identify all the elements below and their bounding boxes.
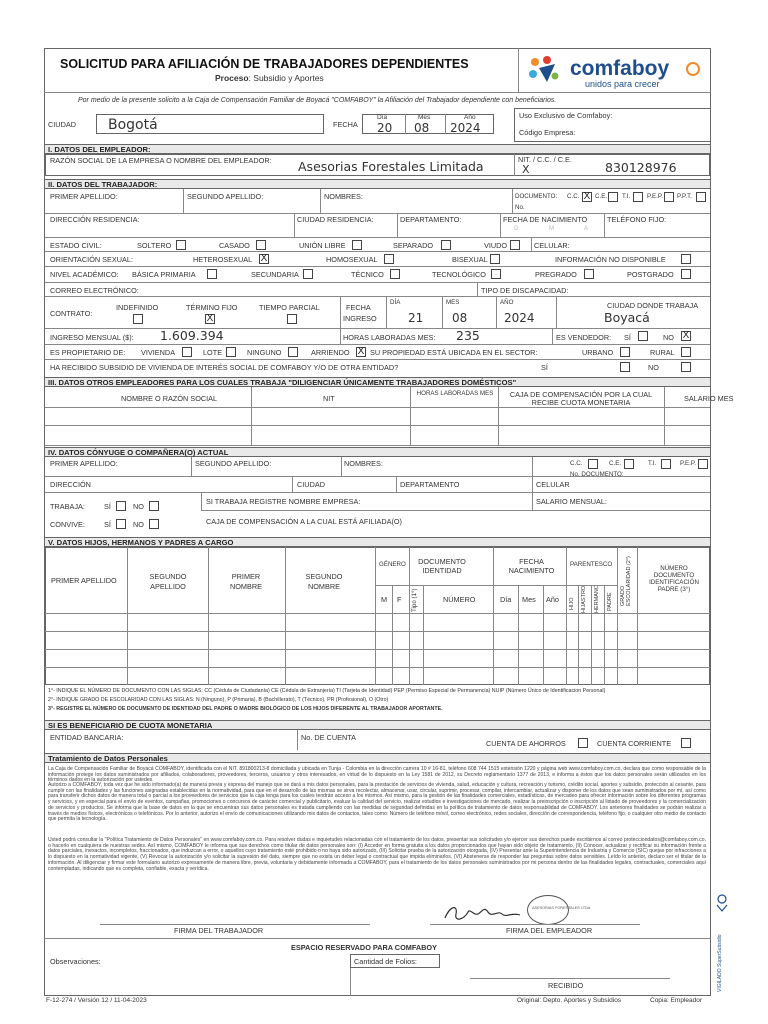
c-departamento-label: DEPARTAMENTO [400,480,460,489]
ciudad-trabaja-label: CIUDAD DONDE TRABAJA [607,301,699,310]
c-nombres-label: NOMBRES: [344,459,383,468]
col-caja: CAJA DE COMPENSACIÓN POR LA CUAL RECIBE CUOTA MONETARIA [509,390,653,407]
pep-checkbox[interactable] [664,192,674,202]
sep [512,189,513,213]
fecha-nacimiento-label: FECHA DE NACIMIENTO [503,215,588,224]
ppt-checkbox[interactable] [696,192,706,202]
nit-divider [514,154,515,176]
sep [477,282,478,296]
bisexual-checkbox[interactable] [490,254,500,264]
h-documento: DOCUMENTO IDENTIDAD [418,557,466,575]
recibido-line [470,978,670,979]
note-3-text: 3°- REGISTRE EL NÚMERO DE DOCUMENTO DE IDENTIDAD DEL PADRE O MADRE BIOLÓGICO DE LOS HIJOS DIFERENTE AL TRABAJADOR APORTANTE. [48,706,443,712]
legal-paragraph-2: Autorizo a COMFABOY, toda vez que he sido informado(a) de manera previa y expresa del manejo que se dará a mis datos personales, para la prestación de servicios de vivienda, salud, educación y cultura, recreación y turismo, crédito social, aportes y subsidio, protección al cesante, para cumplir con las finalidades y las funciones asignadas establecidas en la normatividad, para que en el desarrollo de las mismas se sirva recolectar, almacenar, usar, circular, suprimir, procesar, compilar, intercambiar, actualizar y disponer de los datos que sean suministrados por mí, así como para transferir dichos datos de manera total o parcial a los proveedores de servicios que la caja tenga para los cuales tendrán acceso a los mismos. Así mismo, para la gestión de las finalidades comerciales, estadísticas, de mercadeo para ofrecer información sobre los diferentes programas y servicios, y en especial para el envío de eventos, campañas, promociones o concursos de carácter comercial y publicitario, evaluar la calidad del servicio, realizar estudios e investigaciones de mercado, realizar la preinscripción o inscripción al listado de proveedores y la comercialización de servicios y productos. Se informa que la base de datos en la que se encuentran sus datos personales es tratada cumpliendo con las medidas de seguridad definidas en la política de tratamiento de datos responsabilidad de COMFABOY. Los anteriores finalidades se podrán realizar a través de medios físicos, electrónicos o telefónicos. Por lo anterior, autorizo el envío de comunicaciones utilizando mis datos de contactos, tales como: Número de teléfono móvil, correo electrónico, redes sociales, dirección de correspondencia, teléfono fijo, o cualquier otro medio de contacto que permita la tecnología. [48,782,706,823]
separado-checkbox[interactable] [441,240,451,250]
col-salario: SALARIO MES [684,394,734,403]
ciudad-value: Bogotá [108,117,158,133]
logo-badge-icon [686,62,700,76]
ti-label: T.I. [622,193,631,200]
sep [191,457,192,476]
section-conyuge-title: IV. DATOS CÓNYUGE O COMPAÑERA(O) ACTUAL [45,447,710,457]
h-primer-nombre: PRIMER NOMBRE [229,572,263,591]
c-convive-no-label: NO [133,520,144,529]
h-hijo: HIJO [569,597,575,610]
h-numero-padre: NÚMERO DOCUMENTO IDENTIFICACIÓN PADRE (3°) [649,565,699,593]
sep [292,476,293,492]
ano-value: 2024 [450,121,481,135]
subsidio-no-checkbox[interactable] [681,362,691,372]
c-convive-no-checkbox[interactable] [149,519,159,529]
h-hijastro: HIJASTRO [581,585,587,613]
c-celular-label: CELULAR [536,480,570,489]
basica-label: BÁSICA PRIMARIA [132,270,196,279]
sep [556,296,557,328]
sep [518,585,519,685]
note-1 [48,689,605,694]
horas-value: 235 [456,328,480,343]
row-line [45,445,710,446]
sep [127,547,128,685]
indefinido-checkbox[interactable] [133,314,143,324]
ano-label: Año [464,114,476,121]
c-trabaja-si-label: SÍ [104,502,111,511]
firma-empleador-label: FIRMA DEL EMPLEADOR [506,926,593,935]
ingreso-label: INGRESO [343,314,377,323]
sep [201,492,202,510]
sep [320,189,321,213]
sep [531,237,532,251]
proceso-value: : Subsidio y Aportes [248,73,324,83]
firma-empleador-line [430,924,640,925]
sep [251,387,252,445]
fecha-sep-1 [405,114,406,134]
reservado-title: ESPACIO RESERVADO PARA COMFABOY [291,943,437,952]
row-line [201,510,710,511]
arriendo-checkbox[interactable]: X [357,346,365,357]
lote-label: LOTE [203,348,223,357]
proceso-label: Proceso [215,73,249,83]
sep [396,476,397,492]
casado-checkbox[interactable] [256,240,266,250]
row-line [45,237,710,238]
vendedor-no-label: NO [663,333,674,342]
ce-label: C.E. [595,193,608,200]
c-trabaja-no-label: NO [133,502,144,511]
sep [664,387,665,445]
note-3 [48,707,443,712]
sep [566,547,567,685]
vigilado-text: VIGILADO SuperSubsidio [717,934,723,992]
sep [498,387,499,445]
basica-checkbox[interactable] [207,269,217,279]
h-primer-apellido: PRIMER APELLIDO [51,576,117,585]
secundaria-label: SECUNDARIA [251,270,299,279]
ciudad-residencia-label: CIUDAD RESIDENCIA: [297,215,374,224]
observaciones-label: Observaciones: [50,957,101,966]
postgrado-label: POSTGRADO [627,270,674,279]
subsidio-si-checkbox[interactable] [620,362,630,372]
row-line [45,667,710,668]
sep [532,457,533,476]
logo-tagline: unidos para crecer [585,79,660,89]
row-line [45,492,710,493]
uso-exclusivo-label: Uso Exclusivo de Comfaboy: [519,111,613,120]
row-line [45,613,710,614]
pregrado-label: PREGRADO [535,270,577,279]
tecnologico-label: TECNOLÓGICO [432,270,486,279]
entidad-bancaria-label: ENTIDAD BANCARIA: [50,733,124,742]
reservado-top-line [44,938,711,939]
comfaboy-logo-icon [525,54,569,86]
fn-a: A [584,225,589,232]
ppt-label: P.P.T. [677,193,692,200]
nit-value: 830128976 [605,160,677,175]
h-ano: Año [546,595,559,604]
sep [409,547,410,685]
dia-value: 20 [377,121,393,135]
termino-fijo-checkbox[interactable]: X [206,313,214,324]
note-2 [48,698,388,703]
col-horas: HORAS LABORADAS MES [416,390,494,397]
arriendo-label: ARRIENDO [311,348,350,357]
orientacion-label: ORIENTACIÓN SEXUAL: [50,255,133,264]
sep [500,213,501,237]
logo-name: comfaboy [570,57,670,80]
h-tipo: Tipo (1°) [411,588,418,612]
employer-signature-icon [440,900,530,926]
row-line [45,425,710,426]
tipo-discapacidad-label: TIPO DE DISCAPACIDAD: [481,286,569,295]
section-hijos-title: V. DATOS HIJOS, HERMANOS Y PADRES A CARGO [45,537,710,547]
cuenta-corriente-label: CUENTA CORRIENTE [597,739,672,748]
nit-type-mark: X [522,163,530,176]
form-code: F-12-274 / Versión 12 / 11-04-2023 [46,997,147,1004]
row-line [45,251,710,252]
ninguno-label: NINGUNO [247,348,282,357]
sep [442,296,443,328]
firma-trabajador-line [100,924,370,925]
dia-label: Día [377,114,388,121]
celular-label: CELULAR: [534,241,570,250]
header-bottom-line [44,92,711,93]
vendedor-si-checkbox[interactable] [638,331,648,341]
homosexual-label: HOMOSEXUAL [326,255,378,264]
info-no-disponible-checkbox[interactable] [681,254,691,264]
sep [375,547,376,685]
tecnico-checkbox[interactable] [390,269,400,279]
cc-checkbox[interactable]: X [583,191,591,202]
indefinido-label: INDEFINIDO [116,303,159,312]
bisexual-label: BISEXUAL [452,255,488,264]
copia-label: Copia: Empleador [650,997,703,1004]
supersubsidio-logo-icon [714,893,730,913]
sep [493,547,494,685]
row-line [45,344,710,345]
sep [392,585,393,685]
fn-m: M [549,225,555,232]
legal-paragraph-3: Usted podrá consultar la "Política Tratamiento de Datos Personales" en www.comfaboy.com.co. Para resolver dudas e inquietudes relacionadas con el tratamiento de los datos, presentar sus solicitudes y/o ejercer sus derechos puede escribirnos al correo protecciondatos@comfaboy.com.co, o hacerlo en cualquiera de nuestras sedes. Así mismo, COMFABOY le informa que sus derechos como titular de datos personales son: (I) Acceder en forma gratuita a los datos proporcionados que hayan sido objeto de tratamiento, (II) Conocer, actualizar y rectificar su información frente a datos parciales, inexactos, incompletos, fraccionados, que induzcan a error, o aquellos cuyo tratamiento esté prohibido o no haya sido autorizado, (III) Solicitar prueba de la autorización otorgada, (IV) Presentar ante la Superintendencia de Industria y Comercio (SIC) quejas por infracciones a lo dispuesto en la normatividad vigente, (V) Revocar la autorización y/o solicitar la supresión del dato, siempre que no exista un deber legal o contractual que impida eliminarlos, (VI) Abstenerse de responder las preguntas sobre datos sensibles. Leído lo anterior, declaro ser el titular de la información. Al diligenciar y firmar este formulario autorizo expresamente de manera libre, previa, voluntaria y debidamente informada a COMFABOY, para el tratamiento de los datos personales suministrados por mi persona dentro de las finalidades legales, contractuales, comerciales aquí contempladas, indicando que es completa, confiable, exacta y verídica. [48,837,706,872]
vendedor-si-label: SÍ [624,333,631,342]
segundo-apellido-label: SEGUNDO APELLIDO: [187,192,264,201]
viudo-label: VIUDO [484,241,508,250]
sep [552,328,553,344]
rural-checkbox[interactable] [681,347,691,357]
rural-label: RURAL [650,348,675,357]
mes-label: Mes [418,114,431,121]
section-otros-empleadores-title: III. DATOS OTROS EMPLEADORES PARA LOS CUALES TRABAJA "DILIGENCIAR ÚNICAMENTE TRABAJADORES DOMÉSTICOS" [45,377,710,387]
note-2-text: 2°- INDIQUE GRADO DE ESCOLARIDAD CON LAS SIGLAS: N (Ninguno), P (Primaria), B (Bachillerato), T (Técnico), PR (Profesional), O (Otro) [48,697,389,703]
viudo-checkbox[interactable] [510,240,520,250]
urbano-checkbox[interactable] [620,347,630,357]
separado-label: SEPARADO [393,241,434,250]
fi-dia-value: 21 [408,311,424,325]
fi-ano-value: 2024 [504,311,535,325]
sep [294,213,295,237]
sep [340,296,341,328]
union-libre-checkbox[interactable] [352,240,362,250]
primer-apellido-label: PRIMER APELLIDO: [50,192,118,201]
cuenta-ahorros-label: CUENTA DE AHORROS [486,739,566,748]
row-line [45,213,710,214]
razon-social-label: RAZÓN SOCIAL DE LA EMPRESA O NOMBRE DEL EMPLEADOR: [50,156,272,165]
h-fecha-nac: FECHA NACIMIENTO [508,557,555,575]
h-segundo-apellido: SEGUNDO APELLIDO [149,572,187,591]
h-parentesco: PARENTESCO [570,561,613,568]
telefono-fijo-label: TELÉFONO FIJO: [607,215,667,224]
homosexual-checkbox[interactable] [384,254,394,264]
correo-label: CORREO ELECTRÓNICO: [50,286,139,295]
ce-checkbox[interactable] [608,192,618,202]
recibido-label: RECIBIDO [548,981,584,990]
mes-value: 08 [414,121,430,135]
col-nit: NIT [323,394,335,403]
sep [543,585,544,685]
no-cuenta-label: No. DE CUENTA [301,733,357,742]
termino-fijo-label: TÉRMINO FIJO [186,303,238,312]
c-direccion-label: DIRECCIÓN [50,480,91,489]
c-convive-si-checkbox[interactable] [116,519,126,529]
secundaria-checkbox[interactable] [303,269,313,279]
legal-paragraph-1: La Caja de Compensación Familiar de Boyacá COMFABOY, identificada con el NIT. 891800213-8 domiciliada y ubicada en Tunja - Colombia en la dirección carrera 10 # 16-81, teléfono 608 744 1515 extensión 1220 y página web www.comfaboy.com.co, declara que como responsable de la información protege los datos suministrados por afiliados, colaboradores, proveedores, terceros, usuarios y otros interesados, en virtud de lo dispuesto en la Ley 1581 de 2012, su Decreto reglamentario 1377 de 2013, e informa a éstos que los datos personales serán utilizados en los términos dados en la autorización por ustedes. [48,766,706,784]
row-line [45,282,710,283]
ninguno-checkbox[interactable] [288,347,298,357]
urbano-label: URBANO [582,348,614,357]
firma-trabajador-label: FIRMA DEL TRABAJADOR [174,926,264,935]
stamp-text: ASESORIAS FORESTALES LTDA [532,906,591,910]
sep [578,585,579,685]
h-padre: PADRE [607,592,613,611]
sep [591,585,592,685]
row-line [45,407,710,408]
original-label: Original: Depto. Aportes y Subsidios [517,997,622,1004]
nit-label: NIT. / C.C. / C.E. [518,155,572,164]
c-no-documento-label: No. DOCUMENTO: [570,471,624,478]
cc-label: C.C. [567,193,580,200]
row-line [45,266,710,267]
sep [386,296,387,328]
fn-d: D [514,225,519,232]
c-salario-label: SALARIO MENSUAL: [536,497,607,506]
subsidio-vivienda-label: HA RECIBIDO SUBSIDIO DE VIVIENDA DE INTERÉS SOCIAL DE COMFABOY Y/O DE OTRA ENTIDAD? [50,363,399,372]
c-cc-checkbox[interactable] [588,459,598,469]
section-tratamiento-title: Tratamiento de Datos Personales [45,753,710,763]
h-dia: Día [500,595,512,604]
ciudad-label: CIUDAD [48,120,76,129]
tecnico-label: TÉCNICO [351,270,384,279]
c-ce-checkbox[interactable] [624,459,634,469]
postgrado-checkbox[interactable] [681,269,691,279]
c-cc-label: C.C. [570,460,583,467]
tecnologico-checkbox[interactable] [491,269,501,279]
heterosexual-label: HETEROSEXUAL [193,255,253,264]
fi-ano-label: AÑO [500,299,514,306]
lote-checkbox[interactable] [226,347,236,357]
row-line [45,649,710,650]
contrato-label: CONTRATO: [50,309,93,318]
sep [297,730,298,750]
row-line [45,296,710,297]
info-no-disponible-label: INFORMACIÓN NO DISPONIBLE [555,255,666,264]
sep [496,296,497,328]
c-ti-label: T.I. [648,460,657,467]
row-line [375,585,617,586]
casado-label: CASADO [219,241,250,250]
departamento-label: DEPARTAMENTO: [400,215,462,224]
nombres-label: NOMBRES: [324,192,363,201]
row-line [45,476,710,477]
section-empleador-title: I. DATOS DEL EMPLEADOR: [45,144,710,154]
fecha-sep-2 [445,114,446,134]
h-genero: GÉNERO [379,561,406,568]
sep [617,547,618,685]
row-line [45,631,710,632]
fi-mes-value: 08 [452,311,468,325]
sep [423,585,424,685]
section-cuota-monetaria-title: SI ES BENEFICIARIO DE CUOTA MONETARIA [45,720,710,730]
header-divider [518,48,519,92]
c-primer-apellido-label: PRIMER APELLIDO: [50,459,118,468]
sep [341,457,342,476]
vendedor-no-checkbox[interactable]: X [682,330,690,341]
section-trabajador-title: II. DATOS DEL TRABAJADOR: [45,179,710,189]
estado-civil-label: ESTADO CIVIL: [50,241,102,250]
sep [637,547,638,685]
h-mes: Mes [522,595,536,604]
subsidio-si-label: SÍ [541,363,548,372]
sep [285,547,286,685]
col-nombre-razon: NOMBRE O RAZÓN SOCIAL [121,394,218,403]
ingreso-mensual-value: 1.609.394 [160,328,224,343]
sep [532,492,533,510]
horas-label: HORAS LABORADAS MES: [343,333,436,342]
doc-no-label: No. [515,204,525,211]
note-1-text: 1°- INDIQUE EL NÚMERO DE DOCUMENTO CON LAS SIGLAS: CC (Cédula de Ciudadanía) CE (Cédula de Extranjería) TI (Tarjeta de Identidad) PEP (Permiso Especial de Permanencia) NUIP (Número Único de Identificacion Personal) [48,688,606,694]
c-ciudad-label: CIUDAD [297,480,325,489]
nivel-label: NIVEL ACADÉMICO: [50,270,119,279]
pep-label: P.E.P. [647,193,663,200]
union-libre-label: UNIÓN LIBRE [299,241,346,250]
fi-mes-label: MES [446,299,460,306]
c-registre-label: SI TRABAJA REGISTRE NOMBRE EMPRESA: [206,497,361,506]
cuenta-ahorros-checkbox[interactable] [578,738,588,748]
ciudad-trabaja-value: Boyacá [604,310,650,325]
fecha-ingreso-label: FECHA [346,303,371,312]
sep [604,213,605,237]
soltero-checkbox[interactable] [176,240,186,250]
sep [208,547,209,685]
row-line [45,359,710,360]
ingreso-mensual-label: INGRESO MENSUAL ($): [50,333,134,342]
h-numero: NÚMERO [443,595,476,604]
c-trabaja-si-checkbox[interactable] [116,501,126,511]
documento-label: DOCUMENTO: [515,193,558,200]
c-convive-si-label: SÍ [104,520,111,529]
sep [532,476,533,492]
c-segundo-apellido-label: SEGUNDO APELLIDO: [195,459,272,468]
proceso-line [215,74,324,83]
c-trabaja-label: TRABAJA: [50,502,85,511]
h-grado: GRADO ESCOLARIDAD (2°) [620,556,632,606]
sep [410,387,411,445]
fecha-label: FECHA [333,120,358,129]
sep [604,585,605,685]
c-caja-label: CAJA DE COMPENSACIÓN A LA CUAL ESTÁ AFILIADA(O) [206,517,402,526]
tiempo-parcial-label: TIEMPO PARCIAL [259,303,320,312]
h-hermano: HERMANO [594,584,600,613]
c-ce-label: C.E. [609,460,622,467]
ti-checkbox[interactable] [633,192,643,202]
c-pep-checkbox[interactable] [698,459,708,469]
codigo-empresa-label: Código Empresa: [519,128,576,137]
folios-label: Cantidad de Folios: [354,957,417,966]
razon-social-value: Asesorias Forestales Limitada [298,159,484,174]
sep [397,213,398,237]
pregrado-checkbox[interactable] [584,269,594,279]
subsidio-no-label: NO [648,363,659,372]
tiempo-parcial-checkbox[interactable] [287,314,297,324]
fi-dia-label: DÍA [390,299,401,306]
c-convive-label: CONVIVE: [50,520,85,529]
sector-label: SU PROPIEDAD ESTÁ UBICADA EN EL SECTOR: [370,348,538,357]
c-pep-label: P.E.P. [680,460,696,467]
c-ti-checkbox[interactable] [661,459,671,469]
heterosexual-checkbox[interactable]: X [260,253,268,264]
intro-text: Por medio de la presente solicito a la Caja de Compensación Familiar de Boyacá "COMFABOY" la Afiliación del Trabajador dependiente con beneficiarios. [78,97,557,104]
vivienda-label: VIVIENDA [141,348,176,357]
cuenta-corriente-checkbox[interactable] [681,738,691,748]
vivienda-checkbox[interactable] [182,347,192,357]
direccion-label: DIRECCIÓN RESIDENCIA: [50,215,140,224]
row-line [45,328,710,329]
soltero-label: SOLTERO [137,241,172,250]
c-trabaja-no-checkbox[interactable] [149,501,159,511]
h-segundo-nombre: SEGUNDO NOMBRE [305,572,343,591]
form-title: SOLICITUD PARA AFILIACIÓN DE TRABAJADORES DEPENDIENTES [60,57,469,71]
sep [340,328,341,344]
propietario-label: ES PROPIETARIO DE: [50,348,126,357]
h-m: M [381,595,388,604]
h-f: F [397,595,402,604]
sep [183,189,184,213]
vendedor-label: ES VENDEDOR: [556,333,612,342]
